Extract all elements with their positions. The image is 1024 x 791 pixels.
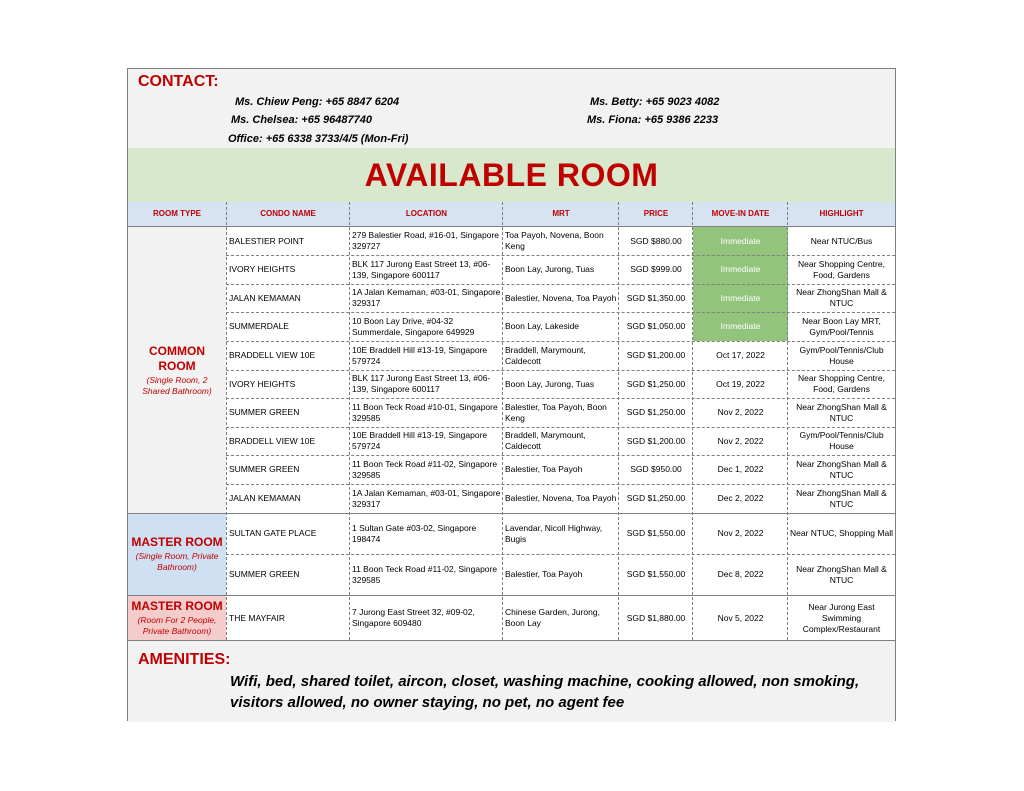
table-cell-highlight: Near NTUC/Bus <box>810 235 873 246</box>
table-cell-price: SGD $1,250.00 <box>626 407 686 417</box>
table-cell-highlight: Near Shopping Centre, Food, Gardens <box>798 373 885 394</box>
table-cell-condo: SUMMER GREEN <box>229 407 300 417</box>
row-divider <box>226 427 895 428</box>
row-divider <box>226 484 895 485</box>
table-cell-mrt: Balestier, Toa Payoh, Boon Keng <box>505 401 607 423</box>
contact-title: CONTACT: <box>138 73 219 90</box>
group-note: (Room For 2 People, Private Bathroom) <box>137 615 217 636</box>
table-cell-location: 1A Jalan Kemaman, #03-01, Singapore 329317 <box>352 487 501 509</box>
table-cell-condo: SUMMER GREEN <box>229 464 300 474</box>
table-cell-move-in: Immediate <box>693 312 788 341</box>
table-cell-highlight: Near NTUC, Shopping Mall <box>790 528 893 538</box>
table-cell-condo: THE MAYFAIR <box>229 612 286 623</box>
column-divider <box>692 202 693 640</box>
group-title: MASTER ROOM <box>131 599 223 613</box>
table-cell-condo: IVORY HEIGHTS <box>229 264 296 274</box>
table-cell-mrt: Lavendar, Nicoll Highway, Bugis <box>505 522 603 544</box>
table-cell-price: SGD $1,880.00 <box>626 612 686 623</box>
table-cell-highlight: Near Shopping Centre, Food, Gardens <box>798 258 885 280</box>
table-cell-location: 1 Sultan Gate #03-02, Singapore 198474 <box>352 522 477 544</box>
table-cell-location: 11 Boon Teck Road #11-02, Singapore 329585 <box>352 563 498 585</box>
column-divider <box>618 202 619 640</box>
contact-chelsea: Ms. Chelsea: +65 96487740 <box>231 114 372 126</box>
group-common-room <box>128 227 226 513</box>
table-cell-price: SGD $1,550.00 <box>626 569 686 579</box>
page-title: AVAILABLE ROOM <box>364 157 659 193</box>
table-cell-mrt: Boon Lay, Jurong, Tuas <box>505 264 595 274</box>
table-cell-mrt: Balestier, Novena, Toa Payoh <box>505 292 617 303</box>
table-cell-mrt: Chinese Garden, Jurong, Boon Lay <box>505 607 600 628</box>
amenities-section <box>128 640 895 722</box>
table-cell-highlight: Near ZhongShan Mall & NTUC <box>796 487 887 509</box>
column-divider <box>502 202 503 640</box>
table-cell-mrt: Balestier, Toa Payoh <box>505 464 583 474</box>
table-cell-move-in: Nov 2, 2022 <box>717 528 764 538</box>
header-move-in-date: MOVE-IN DATE <box>711 209 770 218</box>
header-mrt: MRT <box>552 209 570 218</box>
header-price: PRICE <box>643 209 669 218</box>
table-cell-move-in: Nov 2, 2022 <box>717 407 764 417</box>
table-cell-move-in: Dec 8, 2022 <box>717 569 764 579</box>
table-cell-move-in: Oct 19, 2022 <box>716 378 765 389</box>
contact-betty: Ms. Betty: +65 9023 4082 <box>590 96 720 108</box>
available-room-banner <box>128 148 895 203</box>
contact-section <box>128 69 895 149</box>
row-divider <box>226 370 895 371</box>
row-divider <box>226 312 895 313</box>
table-cell-location: BLK 117 Jurong East Street 13, #06-139, Singapore 600117 <box>352 258 491 280</box>
table-cell-move-in: Nov 2, 2022 <box>717 435 764 446</box>
group-title: MASTER ROOM <box>131 535 223 549</box>
table-cell-highlight: Near ZhongShan Mall & NTUC <box>796 287 887 308</box>
row-divider <box>226 398 895 399</box>
table-cell-condo: SUMMER GREEN <box>229 569 300 579</box>
room-listing-sheet <box>127 68 896 721</box>
group-divider <box>128 595 895 596</box>
table-cell-highlight: Near ZhongShan Mall & NTUC <box>796 563 887 585</box>
column-divider <box>787 202 788 640</box>
row-divider <box>226 255 895 256</box>
table-cell-condo: IVORY HEIGHTS <box>229 378 296 389</box>
amenities-text: Wifi, bed, shared toilet, aircon, closet, washing machine, cooking allowed, non smoking, visitors allowed, no owner staying, no pet, no agent fee <box>230 673 860 711</box>
table-cell-price: SGD $999.00 <box>630 264 682 274</box>
table-cell-move-in: Immediate <box>693 227 788 255</box>
table-cell-mrt: Braddell, Marymount, Caldecott <box>505 430 586 451</box>
amenities-title: AMENITIES: <box>138 651 231 668</box>
table-cell-mrt: Braddell, Marymount, Caldecott <box>505 344 586 366</box>
table-cell-price: SGD $1,250.00 <box>626 493 686 503</box>
table-cell-price: SGD $880.00 <box>630 235 682 246</box>
table-cell-location: 11 Boon Teck Road #10-01, Singapore 329585 <box>352 401 498 423</box>
column-divider <box>349 202 350 640</box>
table-cell-price: SGD $950.00 <box>630 464 682 474</box>
table-cell-highlight: Near ZhongShan Mall & NTUC <box>796 401 887 423</box>
table-cell-mrt: Toa Payoh, Novena, Boon Keng <box>505 230 604 251</box>
column-divider <box>226 202 227 640</box>
table-cell-location: 10E Braddell Hill #13-19, Singapore 579724 <box>352 430 488 451</box>
row-divider <box>226 341 895 342</box>
header-room-type: ROOM TYPE <box>152 209 201 218</box>
table-cell-highlight: Near ZhongShan Mall & NTUC <box>796 458 887 480</box>
table-cell-condo: JALAN KEMAMAN <box>229 493 301 503</box>
table-cell-highlight: Gym/Pool/Tennis/Club House <box>799 430 884 451</box>
table-cell-condo: SUMMERDALE <box>229 321 289 331</box>
contact-chiew-peng: Ms. Chiew Peng: +65 8847 6204 <box>235 96 400 108</box>
header-highlight: HIGHLIGHT <box>819 209 864 218</box>
contact-fiona: Ms. Fiona: +65 9386 2233 <box>587 114 719 126</box>
row-divider <box>226 455 895 456</box>
table-cell-condo: BALESTIER POINT <box>229 235 305 246</box>
table-cell-mrt: Boon Lay, Lakeside <box>505 321 580 331</box>
group-divider <box>128 513 895 514</box>
table-cell-move-in: Immediate <box>693 255 788 284</box>
table-cell-move-in: Nov 5, 2022 <box>717 612 764 623</box>
table-cell-mrt: Balestier, Toa Payoh <box>505 569 583 579</box>
table-cell-location: 1A Jalan Kemaman, #03-01, Singapore 329317 <box>352 287 501 308</box>
table-cell-condo: BRADDELL VIEW 10E <box>229 350 316 360</box>
table-cell-move-in: Dec 2, 2022 <box>717 493 764 503</box>
table-cell-highlight: Gym/Pool/Tennis/Club House <box>799 344 884 366</box>
table-cell-location: 11 Boon Teck Road #11-02, Singapore 329585 <box>352 458 498 480</box>
contact-office: Office: +65 6338 3733/4/5 (Mon-Fri) <box>228 133 409 145</box>
table-cell-location: 10E Braddell Hill #13-19, Singapore 579724 <box>352 344 488 366</box>
table-cell-price: SGD $1,550.00 <box>626 528 686 538</box>
table-cell-move-in: Oct 17, 2022 <box>716 350 765 360</box>
table-cell-location: 10 Boon Lay Drive, #04-32 Summerdale, Singapore 649929 <box>352 315 475 337</box>
table-cell-location: 279 Balestier Road, #16-01, Singapore 329727 <box>352 230 499 251</box>
group-note: (Single Room, 2 Shared Bathroom) <box>142 374 212 396</box>
table-cell-move-in: Immediate <box>693 284 788 312</box>
table-cell-price: SGD $1,250.00 <box>626 378 686 389</box>
table-cell-condo: SULTAN GATE PLACE <box>229 528 317 538</box>
table-cell-highlight: Near Jurong East Swimming Complex/Restaurant <box>802 601 881 634</box>
table-cell-price: SGD $1,200.00 <box>626 350 686 360</box>
header-condo-name: CONDO NAME <box>260 209 316 218</box>
table-header <box>128 202 895 227</box>
table-cell-price: SGD $1,350.00 <box>626 292 686 303</box>
table-cell-highlight: Near Boon Lay MRT, Gym/Pool/Tennis <box>802 315 881 337</box>
table-cell-move-in: Dec 1, 2022 <box>717 464 764 474</box>
group-master-room-shared <box>128 596 226 640</box>
table-cell-mrt: Balestier, Novena, Toa Payoh <box>505 493 617 503</box>
table-cell-location: BLK 117 Jurong East Street 13, #06-139, Singapore 600117 <box>352 373 491 394</box>
group-note: (Single Room, Private Bathroom) <box>135 551 219 572</box>
header-location: LOCATION <box>405 209 448 218</box>
table-cell-condo: JALAN KEMAMAN <box>229 292 301 303</box>
row-divider <box>226 284 895 285</box>
table-cell-condo: BRADDELL VIEW 10E <box>229 435 316 446</box>
table-cell-price: SGD $1,200.00 <box>626 435 686 446</box>
group-title: COMMON ROOM <box>149 343 205 373</box>
group-master-room <box>128 513 226 595</box>
row-divider <box>226 554 895 555</box>
table-cell-mrt: Boon Lay, Jurong, Tuas <box>505 378 595 389</box>
table-cell-price: SGD $1,050.00 <box>626 321 686 331</box>
table-cell-location: 7 Jurong East Street 32, #09-02, Singapore 609480 <box>352 607 475 628</box>
